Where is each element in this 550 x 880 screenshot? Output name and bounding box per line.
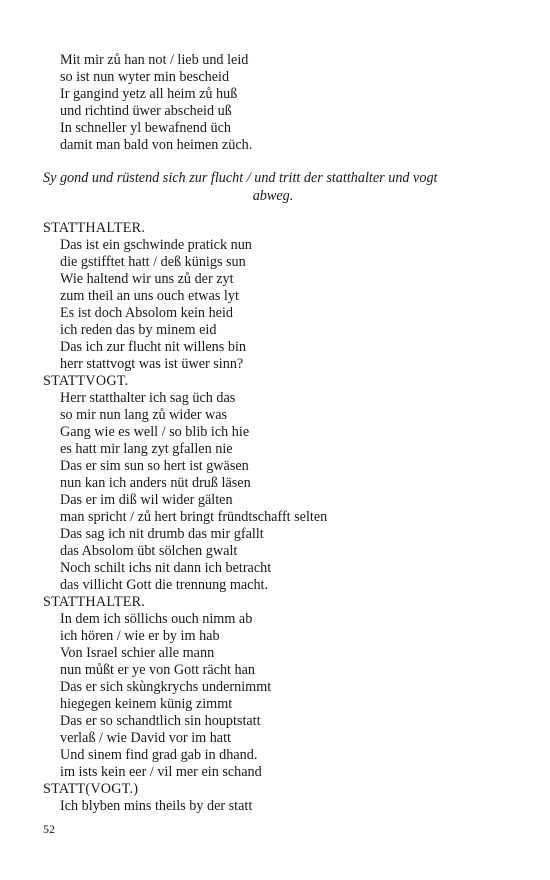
verse-line: Und sinem find grad gab in dhand. [60, 747, 258, 763]
verse-line: nun můßt er ye von Gott rächt han [60, 662, 256, 678]
verse-stanza [43, 52, 513, 154]
speech-statthalter-2 [43, 594, 513, 781]
verse-line: In dem ich söllichs ouch nimm ab [60, 611, 253, 627]
verse-line: Das ist ein gschwinde pratick nun [60, 237, 252, 253]
verse-line: nun kan ich anders nüt druß läsen [60, 475, 251, 491]
verse-line: herr stattvogt was ist üwer sinn? [60, 356, 244, 372]
verse-line: im ists kein eer / vil mer ein schand [60, 764, 262, 780]
speech-stattvogt-2 [43, 781, 513, 815]
verse-line: Das ich zur flucht nit willens bin [60, 339, 246, 355]
dialogue [43, 220, 513, 815]
verse-line: Das er sim sun so hert ist gwäsen [60, 458, 249, 474]
verse-line: ich reden das by minem eid [60, 322, 217, 338]
verse-line: Das er sich skùngkrychs undernimmt [60, 679, 272, 695]
speaker-name: STATTHALTER. [43, 220, 146, 236]
page-number: 52 [43, 822, 55, 836]
verse-line: man spricht / zů hert bringt fründtschafft selten [60, 509, 328, 525]
verse-line: Von Israel schier alle mann [60, 645, 215, 661]
verse-line: Ir gangind yetz all heim zů huß [60, 86, 238, 102]
verse-line: und richtind üwer abscheid uß [60, 103, 232, 119]
verse-line: Das sag ich nit drumb das mir gfallt [60, 526, 264, 542]
stage-direction-line: abweg. [252, 188, 294, 204]
verse-line: Es ist doch Absolom kein heid [60, 305, 233, 321]
verse-line: Herr statthalter ich sag üch das [60, 390, 236, 406]
verse-line: ich hören / wie er by im hab [60, 628, 220, 644]
opening-verse [43, 52, 513, 154]
verse-line: so ist nun wyter min bescheid [60, 69, 230, 85]
verse-line: In schneller yl bewafnend üch [60, 120, 231, 136]
verse-line: zum theil an uns ouch etwas lyt [60, 288, 239, 304]
verse-line: Das er im diß wil wider gälten [60, 492, 233, 508]
verse-line: Gang wie es well / so blib ich hie [60, 424, 250, 440]
verse-line: damit man bald von heimen züch. [60, 137, 253, 153]
verse-line: hiegegen keinem künig zimmt [60, 696, 233, 712]
verse-line: verlaß / wie David vor im hatt [60, 730, 231, 746]
stage-direction-line: Sy gond und rüstend sich zur flucht / und tritt der statthalter und vogt [43, 170, 438, 186]
verse-line: die gstifftet hatt / deß künigs sun [60, 254, 246, 270]
verse-line: Das er so schandtlich sin houptstatt [60, 713, 261, 729]
speaker-name: STATTHALTER. [43, 594, 146, 610]
stage-direction [43, 169, 503, 205]
speech-stattvogt-1 [43, 373, 513, 594]
speech-statthalter-1 [43, 220, 513, 373]
verse-line: Wie haltend wir uns zů der zyt [60, 271, 234, 287]
verse-line: Mit mir zů han not / lieb und leid [60, 52, 249, 68]
verse-line: Ich blyben mins theils by der statt [60, 798, 253, 814]
verse-line: das Absolom übt sölchen gwalt [60, 543, 238, 559]
speaker-name: STATTVOGT. [43, 373, 129, 389]
verse-line: Noch schilt ichs nit dann ich betracht [60, 560, 272, 576]
verse-line: das villicht Gott die trennung macht. [60, 577, 269, 593]
verse-line: so mir nun lang zů wider was [60, 407, 228, 423]
speaker-name: STATT(VOGT.) [43, 781, 139, 797]
verse-line: es hatt mir lang zyt gfallen nie [60, 441, 233, 457]
